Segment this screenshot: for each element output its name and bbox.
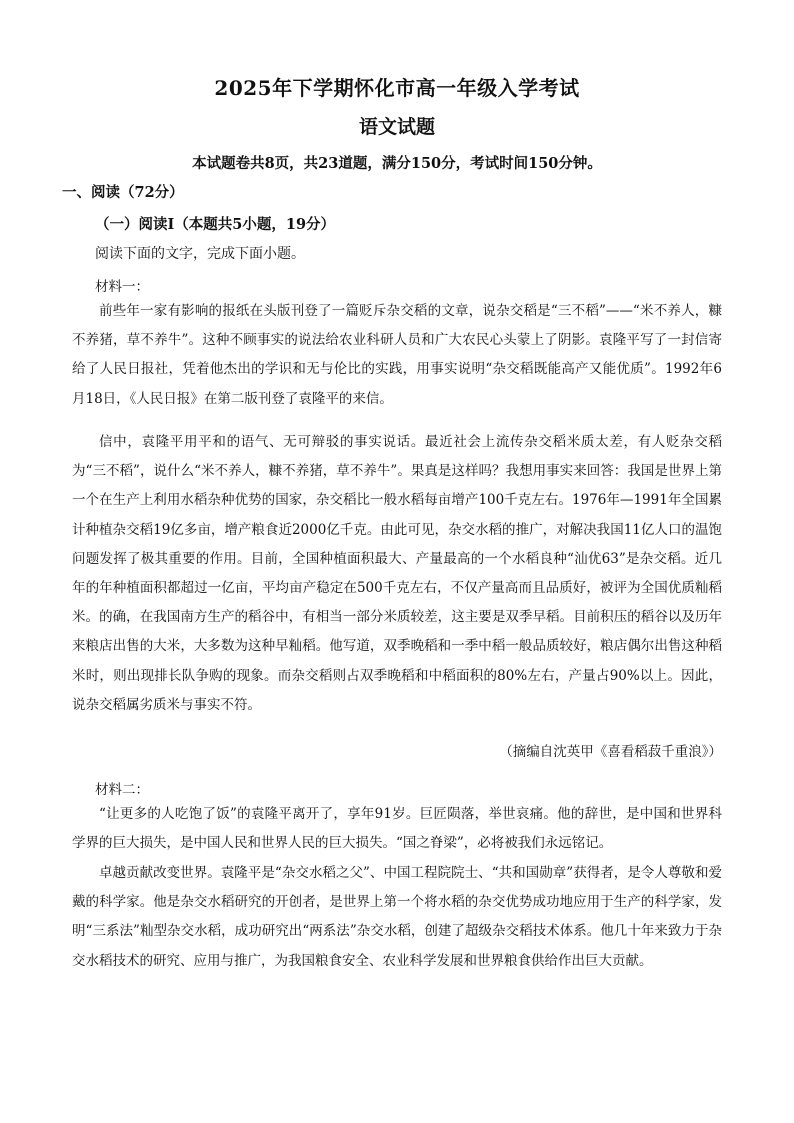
- material1-paragraph: 前些年一家有影响的报纸在头版刊登了一篇贬斥杂交稻的文章，说杂交稻是“三不稻”——“米不养人，糠不养猪，草不养牛”。这种不顾事实的说法给农业科研人员和广大农民心头蒙上了阴影。袁隆平写了一封信寄给了人民日报社，凭着他杰出的学识和无与伦比的实践，用事实说明“杂交稻既能高产又能优质”。1992年6月18日，《人民日报》在第二版刊登了袁隆平的来信。: [72, 303, 722, 407]
- exam-info: 本试题卷共8页，共23道题，满分150分，考试时间150分钟。: [192, 155, 602, 172]
- instruction: 阅读下面的文字，完成下面小题。: [95, 246, 305, 262]
- material2-paragraph: 卓越贡献改变世界。袁隆平是“杂交水稻之父”、中国工程院院士、“共和国勋章”获得者，是令人尊敬和爱戴的科学家。他是杂交水稻研究的开创者，是世界上第一个将水稻的杂交优势成功地应用于生产的科学家，发明“三系法”籼型杂交水稻，成功研究出“两系法”杂交水稻，创建了超级杂交稻技术体系。他几十年来致力于杂交水稻技术的研究、应用与推广，为我国粮食安全、农业科学发展和世界粮食供给作出巨大贡献。: [72, 865, 722, 969]
- exam-title: 2025年下学期怀化市高一年级入学考试: [214, 76, 580, 100]
- subsection-title: （一）阅读Ⅰ（本题共5小题，19分）: [95, 216, 336, 233]
- material1-label: 材料一：: [95, 279, 149, 295]
- material1-paragraph: 信中，袁隆平用平和的语气、无可辩驳的事实说话。最近社会上流传杂交稻米质太差，有人贬杂交稻为“三不稻”，说什么“米不养人，糠不养猪，草不养牛”。果真是这样吗？我想用事实来回答：我国是世界上第一个在生产上利用水稻杂种优势的国家，杂交稻比一般水稻每亩增产100千克左右。1976年—1991年全国累计种植杂交稻19亿多亩，增产粮食近2000亿千克。由此可见，杂交水稻的推广，对解决我国11亿人口的温饱问题发挥了极其重要的作用。目前，全国种植面积最大、产量最高的一个水稻良种“汕优63”是杂交稻。近几年的年种植面积都超过一亿亩，平均亩产稳定在500千克左右，不仅产量高而且品质好，被评为全国优质籼稻米。的确，在我国南方生产的稻谷中，有相当一部分米质较差，这主要是双季早稻。目前积压的稻谷以及历年来粮店出售的大米，大多数为这种早籼稻。他写道，双季晚稻和一季中稻一般品质较好，粮店偶尔出售这种稻米时，则出现排长队争购的现象。而杂交稻则占双季晚稻和中稻面积的80%左右，产量占90%以上。因此，说杂交稻属劣质米与事实不符。: [72, 434, 722, 713]
- subject-title: 语文试题: [358, 116, 435, 138]
- material2-paragraph: “让更多的人吃饱了饭”的袁隆平离开了，享年91岁。巨匠陨落，举世哀痛。他的辞世，是中国和世界科学界的巨大损失，是中国人民和世界人民的巨大损失。“国之脊梁”，必将被我们永远铭记。: [72, 806, 722, 852]
- material2-label: 材料二：: [95, 782, 149, 798]
- section-title: 一、阅读（72分）: [62, 184, 184, 201]
- material1-source: （摘编自沈英甲《喜看稻菽千重浪》）: [499, 744, 722, 760]
